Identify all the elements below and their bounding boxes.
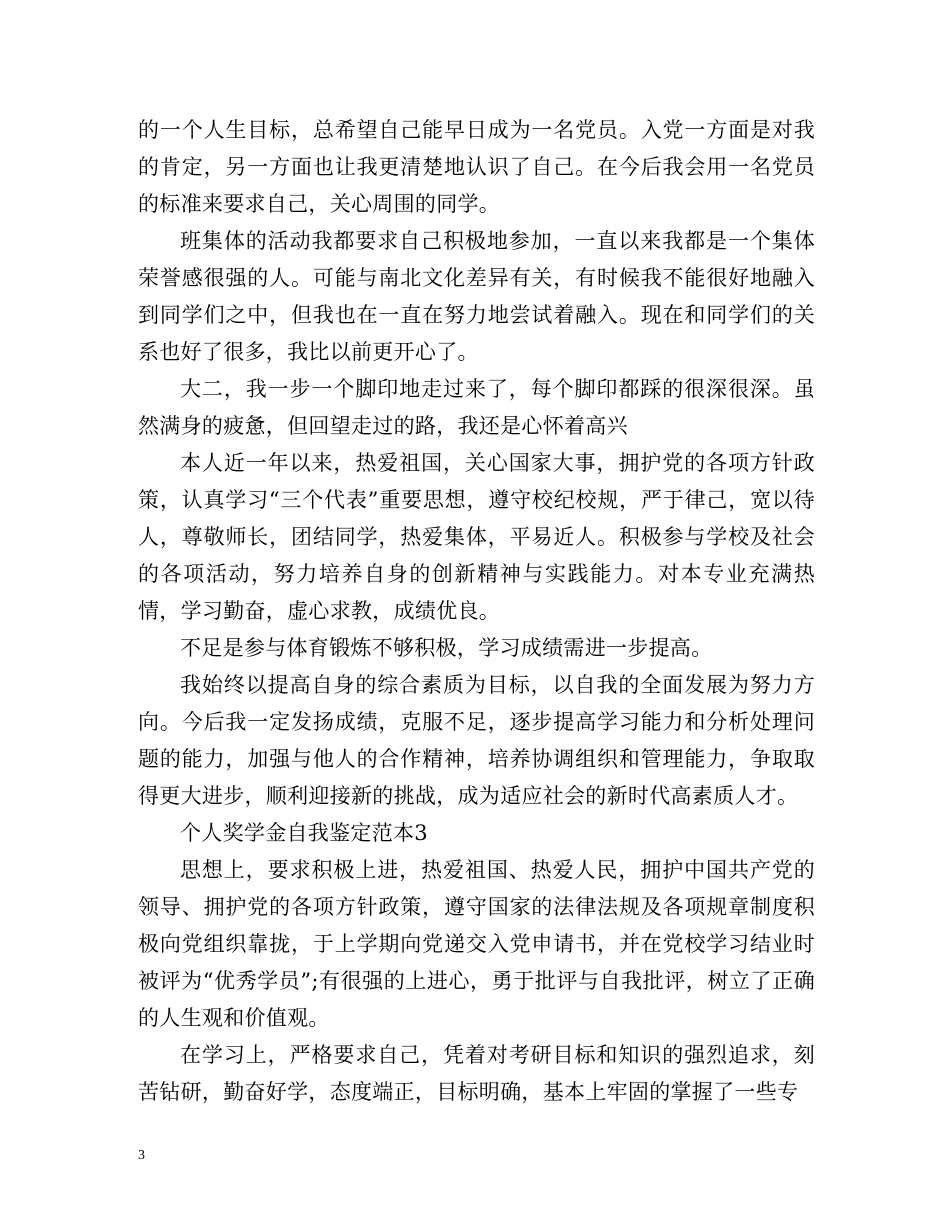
- paragraph-class-activities: 班集体的活动我都要求自己积极地参加，一直以来我都是一个集体荣誉感很强的人。可能与南北文化差异有关，有时候我不能很好地融入到同学们之中，但我也在一直在努力地尝试着融入。现在和同学们的关系也好了很多，我比以前更开心了。: [138, 229, 815, 364]
- section-heading: 个人奖学金自我鉴定范本3: [180, 821, 428, 845]
- paragraph-continuation: 的一个人生目标，总希望自己能早日成为一名党员。入党一方面是对我的肯定，另一方面也让我更清楚地认识了自己。在今后我会用一名党员的标准来要求自己，关心周围的同学。: [138, 118, 815, 216]
- paragraph-ideology: 思想上，要求积极上进，热爱祖国、热爱人民，拥护中国共产党的领导、拥护党的各项方针政策，遵守国家的法律法规及各项规章制度积极向党组织靠拢，于上学期向党递交入党申请书，并在党校学习结业时被评为“优秀学员”;有很强的上进心，勇于批评与自我批评，树立了正确的人生观和价值观。: [138, 858, 815, 1030]
- paragraph-sophomore-year: 大二，我一步一个脚印地走过来了，每个脚印都踩的很深很深。虽然满身的疲惫，但回望走过的路，我还是心怀着高兴: [138, 377, 815, 438]
- paragraph-self-assessment: 本人近一年以来，热爱祖国，关心国家大事，拥护党的各项方针政策，认真学习“三个代表”重要思想，遵守校纪校规，严于律己，宽以待人，尊敬师长，团结同学，热爱集体，平易近人。积极参与学校及社会的各项活动，努力培养自身的创新精神与实践能力。对本专业充满热情，学习勤奋，虚心求教，成绩优良。: [138, 451, 815, 623]
- paragraph-shortcomings: 不足是参与体育锻炼不够积极，学习成绩需进一步提高。: [180, 636, 713, 660]
- paragraph-goals: 我始终以提高自身的综合素质为目标，以自我的全面发展为努力方向。今后我一定发扬成绩，克服不足，逐步提高学习能力和分析处理问题的能力，加强与他人的合作精神，培养协调组织和管理能力，争取取得更大进步，顺利迎接新的挑战，成为适应社会的新时代高素质人才。: [138, 673, 815, 808]
- page-number: 3: [138, 1148, 145, 1163]
- document-body: [138, 112, 815, 1111]
- paragraph-study: 在学习上，严格要求自己，凭着对考研目标和知识的强烈追求，刻苦钻研，勤奋好学，态度端正，目标明确，基本上牢固的掌握了一些专: [138, 1043, 815, 1104]
